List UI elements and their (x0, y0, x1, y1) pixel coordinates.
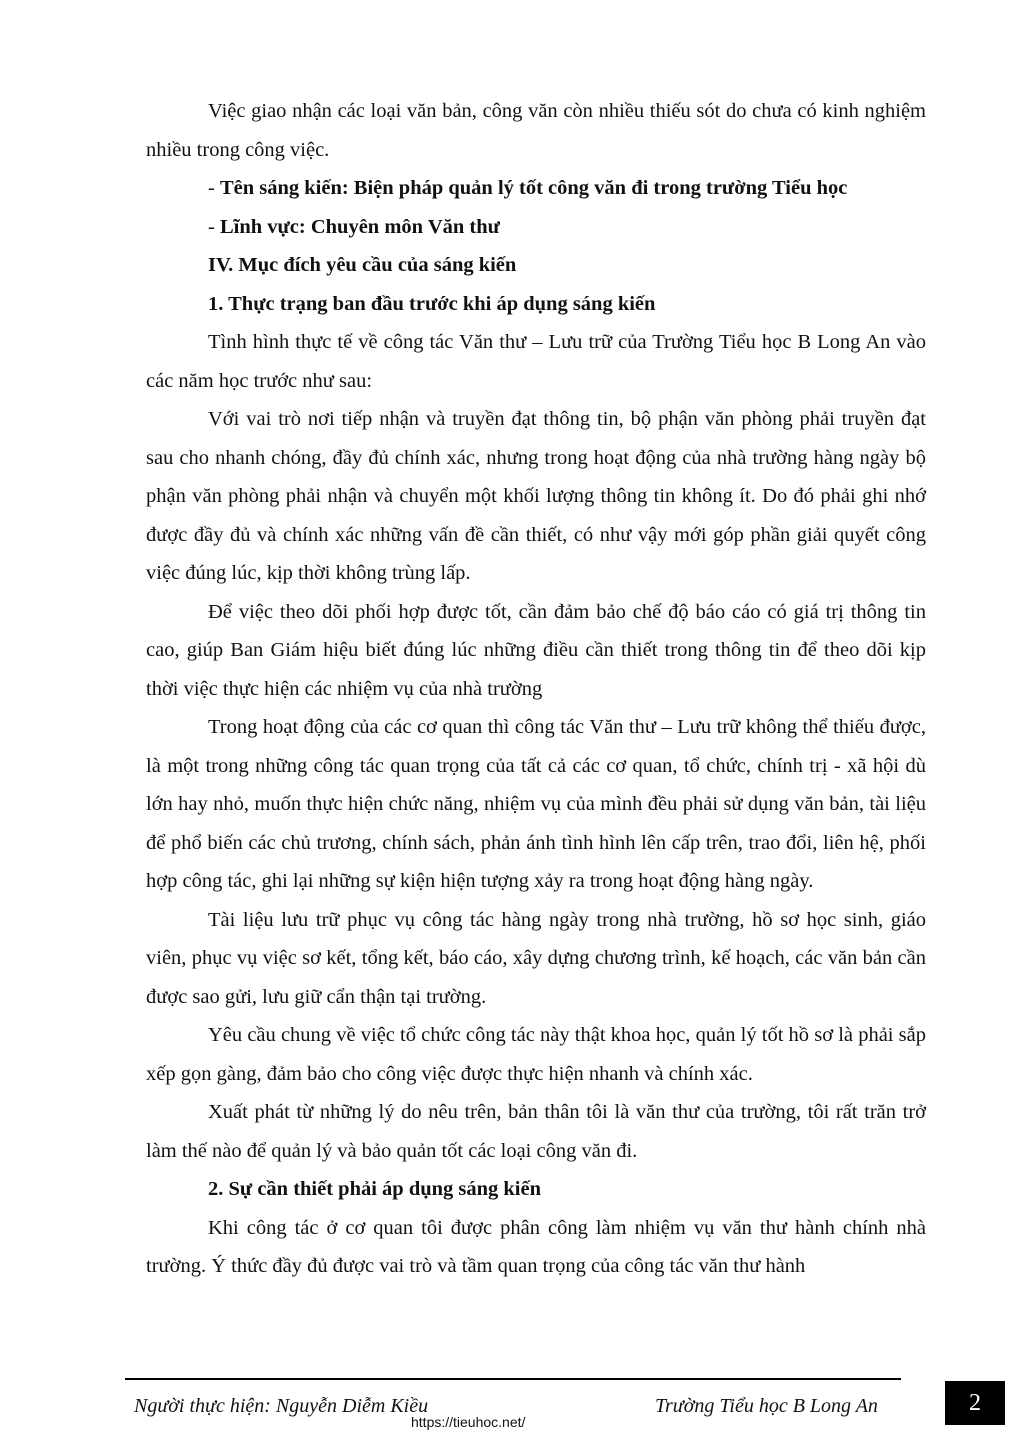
paragraph: Khi công tác ở cơ quan tôi được phân công làm nhiệm vụ văn thư hành chính nhà trường. Ý thức đầy đủ được vai trò và tầm quan trọng của công tác văn thư hành (146, 1216, 926, 1277)
footer-divider (125, 1378, 901, 1380)
paragraph: Tài liệu lưu trữ phục vụ công tác hàng ngày trong nhà trường, hồ sơ học sinh, giáo viên, phục vụ việc sơ kết, tổng kết, báo cáo, xây dựng chương trình, kế hoạch, các văn bản cần được sao gửi, lưu giữ cẩn thận tại trường. (146, 908, 926, 1008)
dash-marker: - (208, 215, 220, 238)
initiative-name: Tên sáng kiến: Biện pháp quản lý tốt công văn đi trong trường Tiểu học (219, 177, 848, 199)
section-heading: IV. Mục đích yêu cầu của sáng kiến (208, 254, 517, 276)
subsection-heading: 2. Sự cần thiết phải áp dụng sáng kiến (208, 1178, 542, 1200)
list-item-initiative-name (146, 169, 926, 208)
paragraph: Yêu cầu chung về việc tổ chức công tác này thật khoa học, quản lý tốt hồ sơ là phải sắp xếp gọn gàng, đảm bảo cho công việc được thực hiện nhanh và chính xác. (146, 1024, 926, 1085)
document-body (146, 92, 926, 1286)
footer-url-link[interactable]: https://tieuhoc.net/ (411, 1414, 526, 1430)
page-number: 2 (945, 1381, 1005, 1425)
paragraph: Việc giao nhận các loại văn bản, công văn còn nhiều thiếu sót do chưa có kinh nghiệm nhiều trong công việc. (146, 100, 926, 161)
footer-author: Người thực hiện: Nguyễn Diễm Kiều (134, 1395, 429, 1417)
field-name: Lĩnh vực: Chuyên môn Văn thư (219, 215, 500, 238)
paragraph: Trong hoạt động của các cơ quan thì công tác Văn thư – Lưu trữ không thể thiếu được, là một trong những công tác quan trọng của tất cả các cơ quan, tổ chức, chính trị - xã hội dù lớn hay nhỏ, muốn thực hiện chức năng, nhiệm vụ của mình đều phải sử dụng văn bản, tài liệu để phổ biến các chủ trương, chính sách, phản ánh tình hình lên cấp trên, trao đổi, liên hệ, phối hợp công tác, ghi lại những sự kiện hiện tượng xảy ra trong hoạt động hàng ngày. (146, 716, 926, 892)
paragraph: Xuất phát từ những lý do nêu trên, bản thân tôi là văn thư của trường, tôi rất trăn trở làm thế nào để quản lý và bảo quản tốt các loại công văn đi. (146, 1101, 926, 1162)
paragraph: Để việc theo dõi phối hợp được tốt, cần đảm bảo chế độ báo cáo có giá trị thông tin cao, giúp Ban Giám hiệu biết đúng lúc những điều cần thiết trong thông tin để theo dõi kịp thời việc thực hiện các nhiệm vụ của nhà trường (146, 600, 926, 700)
list-item-field (146, 208, 926, 247)
paragraph: Với vai trò nơi tiếp nhận và truyền đạt thông tin, bộ phận văn phòng phải truyền đạt sau cho nhanh chóng, đầy đủ chính xác, nhưng trong hoạt động của nhà trường hàng ngày bộ phận văn phòng phải nhận và chuyển một khối lượng thông tin không ít. Do đó phải ghi nhớ được đầy đủ và chính xác những vấn đề cần thiết, có như vậy mới góp phần giải quyết công việc đúng lúc, kịp thời không trùng lấp. (146, 408, 926, 584)
paragraph: Tình hình thực tế về công tác Văn thư – Lưu trữ của Trường Tiểu học B Long An vào các năm học trước như sau: (146, 331, 926, 392)
dash-marker: - (208, 177, 220, 199)
footer-school: Trường Tiểu học B Long An (655, 1395, 878, 1417)
subsection-heading: 1. Thực trạng ban đầu trước khi áp dụng sáng kiến (208, 292, 656, 315)
